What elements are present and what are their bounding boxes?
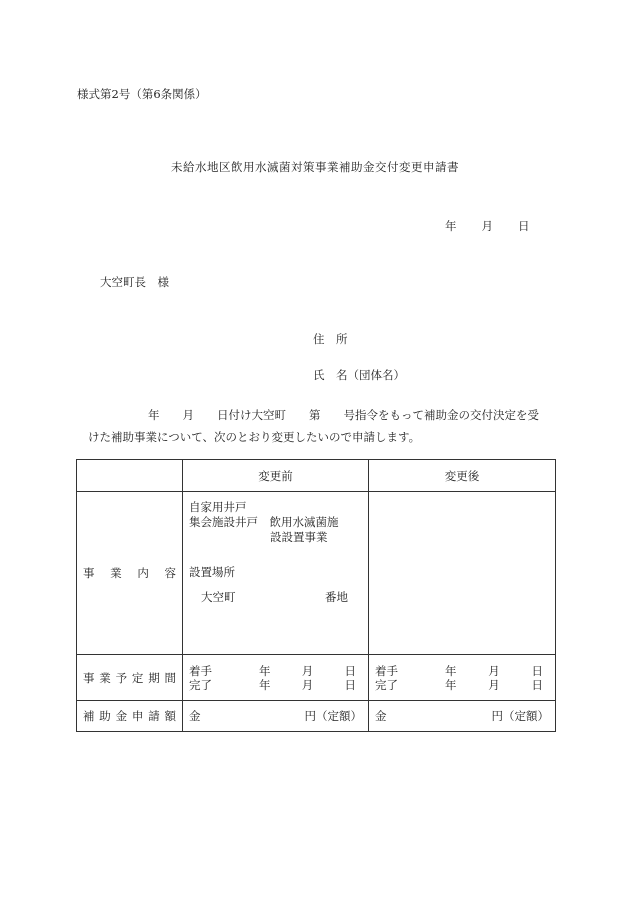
period-end-label: 完了	[189, 677, 212, 692]
document-title: 未給水地区飲用水滅菌対策事業補助金交付変更申請書	[171, 160, 459, 174]
period-before-cell	[183, 655, 369, 701]
table-header-row	[77, 460, 556, 492]
body-line-1: 年 月 日付け大空町 第 号指令をもって補助金の交付決定を受	[148, 408, 539, 422]
amount-before-cell	[183, 701, 369, 732]
table-row-period	[77, 655, 556, 701]
amount-suffix: 円（定額）	[491, 709, 549, 723]
header-empty-cell	[77, 460, 183, 492]
body-line-2: けた補助事業について、次のとおり変更したいので申請します。	[88, 430, 421, 444]
header-after: 変更後	[369, 460, 556, 492]
content-after-cell[interactable]	[369, 492, 556, 655]
content-line-3: 設設置事業	[270, 530, 328, 544]
date-line	[445, 218, 530, 234]
period-year: 年	[445, 663, 457, 678]
content-line-1: 自家用井戸	[189, 500, 247, 514]
period-after-cell	[369, 655, 556, 701]
period-day: 日	[344, 663, 356, 678]
period-day: 日	[344, 677, 356, 692]
period-end-label: 完了	[375, 677, 398, 692]
period-year: 年	[259, 663, 271, 678]
place-lot: 番地	[325, 590, 348, 604]
table-row-amount	[77, 701, 556, 732]
period-month: 月	[488, 663, 500, 678]
period-start-label: 着手	[375, 663, 398, 678]
applicant-address-label: 住 所	[313, 332, 348, 346]
period-year: 年	[445, 677, 457, 692]
place-town: 大空町	[201, 590, 236, 604]
header-before: 変更前	[183, 460, 369, 492]
application-body-text	[88, 404, 539, 448]
addressee: 大空町長 様	[100, 275, 169, 289]
date-year: 年	[445, 219, 457, 233]
row-label-amount: 補助金申請額	[77, 701, 183, 732]
date-day: 日	[518, 219, 530, 233]
period-month: 月	[301, 677, 314, 692]
amount-prefix: 金	[189, 709, 201, 723]
content-line-2: 集会施設井戸 飲用水滅菌施	[189, 515, 339, 529]
change-table	[76, 459, 556, 732]
amount-prefix: 金	[375, 709, 387, 723]
form-number-label: 様式第2号（第6条関係）	[77, 87, 207, 101]
date-month: 月	[481, 219, 493, 233]
period-month: 月	[488, 677, 500, 692]
row-label-content: 事業内容	[77, 492, 183, 655]
period-year: 年	[259, 677, 271, 692]
period-month: 月	[301, 663, 314, 678]
applicant-name-label: 氏 名（団体名）	[313, 368, 405, 382]
place-label: 設置場所	[189, 565, 235, 579]
period-day: 日	[531, 677, 543, 692]
row-label-period: 事業予定期間	[77, 655, 183, 701]
amount-suffix: 円（定額）	[304, 709, 362, 723]
table-row-content	[77, 492, 556, 655]
content-before-cell	[183, 492, 369, 655]
amount-after-cell	[369, 701, 556, 732]
period-day: 日	[531, 663, 543, 678]
period-start-label: 着手	[189, 663, 212, 678]
